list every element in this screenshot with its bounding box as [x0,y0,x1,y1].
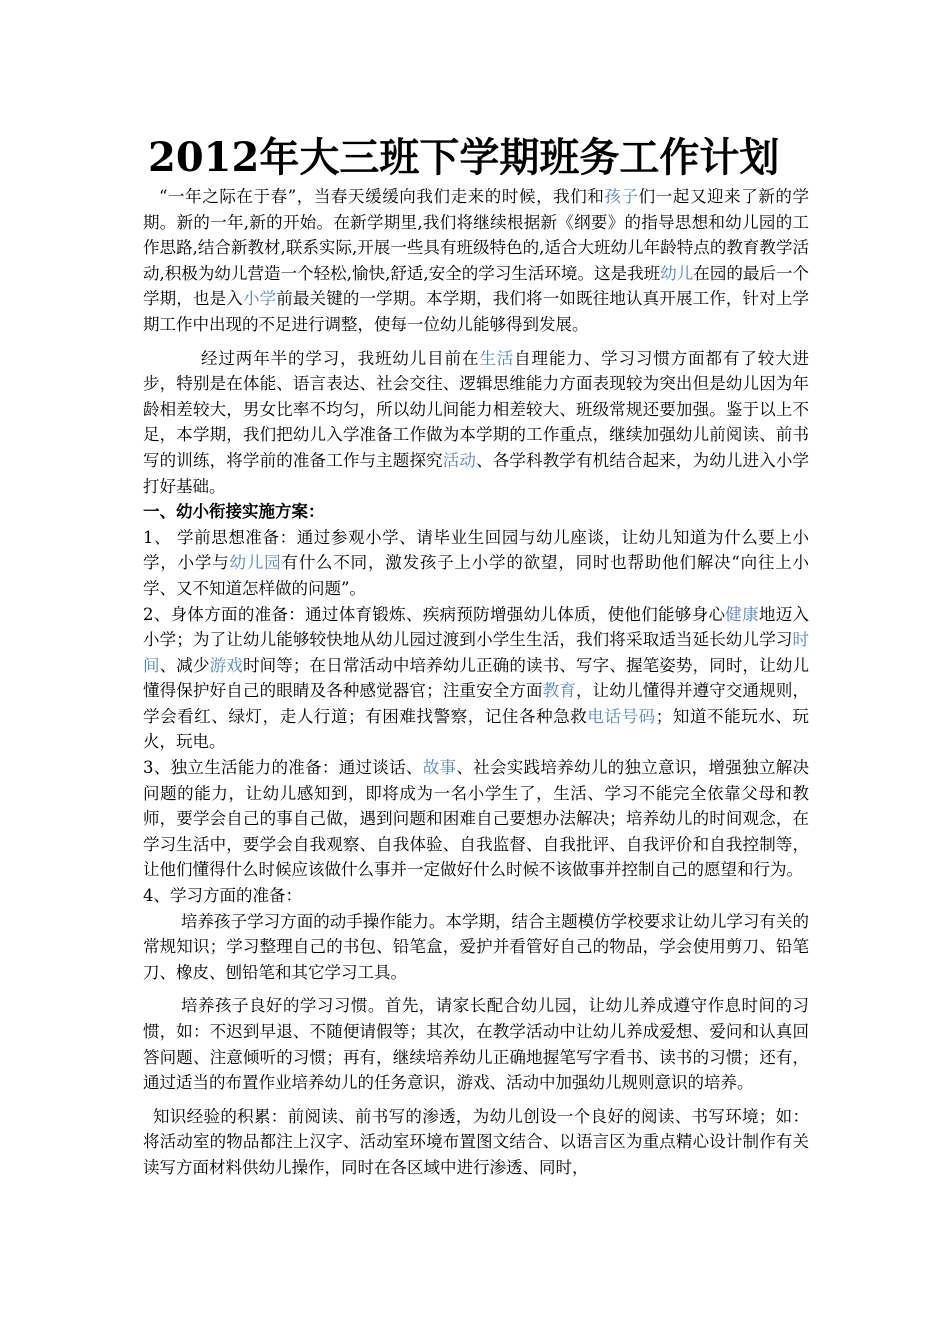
keyword-link-health[interactable]: 健康 [725,604,759,624]
item-2-paragraph [143,602,809,756]
keyword-link-education[interactable]: 教育 [542,681,577,701]
keyword-link-game[interactable]: 游戏 [209,655,243,675]
keyword-link-primary-school[interactable]: 小学 [242,289,277,309]
item-4-paragraph-2: 培养孩子良好的学习习惯。首先，请家长配合幼儿园，让幼儿养成遵守作息时间的习惯，如：不迟到早退、不随便请假等；其次，在教学活动中让幼儿养成爱想、爱问和认真回答问题、注意倾听的习惯；再有，继续培养幼儿正确地握笔写字看书、读书的习惯；还有，通过适当的布置作业培养幼儿的任务意识，游戏、活动中加强幼儿规则意识的培养。 [143,996,809,1093]
item-2-text-2: 地迈入小学；为了让幼儿能够较快地从幼儿园过渡到小学生生活，我们将采取适当延长幼儿学习 [143,604,810,650]
page-title: 2012年大三班下学期班务工作计划 [148,134,780,181]
knowledge-paragraph: 知识经验的积累：前阅读、前书写的渗透，为幼儿创设一个良好的阅读、书写环境；如：将活动室的物品都注上汉字、活动室环境布置图文结合、以语言区为重点精心设计制作有关读写方面材料供幼儿操作，同时在各区域中进行渗透、同时， [143,1106,809,1177]
analysis-paragraph [143,346,809,500]
item-2-text-3: 、减少 [159,655,210,675]
intro-text-4: 前最关键的一学期。本学期，我们将一如既往地认真开展工作，针对上学期工作中出现的不足进行调整，使每一位幼儿能够得到发展。 [143,289,810,334]
intro-text-3: 在园的最后一个学期，也是入 [143,263,810,309]
analysis-text-3: 、各学科教学有机结合起来，为幼儿进入小学打好基础。 [143,450,810,496]
keyword-link-activity[interactable]: 活动 [442,450,477,470]
item-2-text-4: 时间等；在日常活动中培养幼儿正确的读书、写字、握笔姿势，同时，让幼儿懂得保护好自己的眼睛及各种感觉器官；注重安全方面 [143,655,810,701]
section-heading-transition-plan: 一、幼小衔接实施方案： [143,502,325,522]
keyword-link-kids[interactable]: 幼儿 [660,263,694,283]
item-4-paragraph-1: 培养孩子学习方面的动手操作能力。本学期，结合主题模仿学校要求让幼儿学习有关的常规知识；学习整理自己的书包、铅笔盒，爱护并看管好自己的物品，学会使用剪刀、铅笔刀、橡皮、刨铅笔和其它学习工具。 [143,911,809,982]
keyword-link-story[interactable]: 故事 [422,758,457,778]
item-1-text-1: 1、 学前思想准备：通过参观小学、请毕业生回园与幼儿座谈，让幼儿知道为什么要上小学，小学与 [143,527,809,573]
keyword-link-kindergarten[interactable]: 幼儿园 [229,553,282,573]
item-3-text-2: 、社会实践培养幼儿的独立意识，增强独立解决问题的能力，让幼儿感知到，即将成为一名小学生了，生活、学习不能完全依靠父母和教师，要学会自己的事自己做，遇到问题和困难自己要想办法解决；培养幼儿的时间观念，在学习生活中，要学会自我观察、自我体验、自我监督、自我批评、自我评价和自我控制等，让他们懂得什么时候应该做什么事并一定做好什么时候不该做事并控制自己的愿望和行为。 [143,758,810,880]
item-3-paragraph [143,755,809,883]
document-page [143,132,809,1181]
item-1-paragraph [143,525,809,602]
keyword-link-children[interactable]: 孩子 [604,187,639,206]
keyword-link-time[interactable]: 时间 [143,630,809,675]
item-1-text-2: 有什么不同，激发孩子上小学的欲望，同时也帮助他们解决“向往上小学、又不知道怎样做的问题”。 [143,553,810,598]
item-2-text-1: 2、身体方面的准备：通过体育锻炼、疾病预防增强幼儿体质，使他们能够身心 [143,604,726,624]
analysis-text-2: 自理能力、学习习惯方面都有了较大进步，特别是在体能、语言表达、社会交往、逻辑思维能力方面表现较为突出但是幼儿因为年龄相差较大，男女比率不均匀，所以幼儿间能力相差较大、班级常规还要加强。鉴于以上不足，本学期，我们把幼儿入学准备工作做为本学期的工作重点，继续加强幼儿前阅读、前书写的训练，将学前的准备工作与主题探究 [143,348,810,470]
keyword-link-phone-number[interactable]: 电话号码 [587,706,656,726]
intro-text-1: “一年之际在于春”，当春天缓缓向我们走来的时候，我们和 [159,187,605,206]
item-3-text-1: 3、独立生活能力的准备：通过谈话、 [143,758,423,778]
item-2-text-5: ，让幼儿懂得并遵守交通规则，学会看红、绿灯，走人行道；有困难找警察，记住各种急救 [143,681,810,726]
item-2-text-6: ；知道不能玩水、玩火，玩电。 [143,706,810,752]
intro-paragraph [143,184,809,338]
analysis-text-1: 经过两年半的学习，我班幼儿目前在 [201,348,480,368]
item-4-heading: 4、学习方面的准备： [143,886,302,906]
intro-text-2: 们一起又迎来了新的学期。新的一年,新的开始。在新学期里,我们将继续根据新《纲要》的指导思想和幼儿园的工作思路,结合新教材,联系实际,开展一些具有班级特色的,适合大班幼儿年龄特点的教育教学活动,积极为幼儿营造一个轻松,愉快,舒适,安全的学习生活环境。这是我班 [143,187,810,283]
keyword-link-life[interactable]: 生活 [479,348,515,368]
